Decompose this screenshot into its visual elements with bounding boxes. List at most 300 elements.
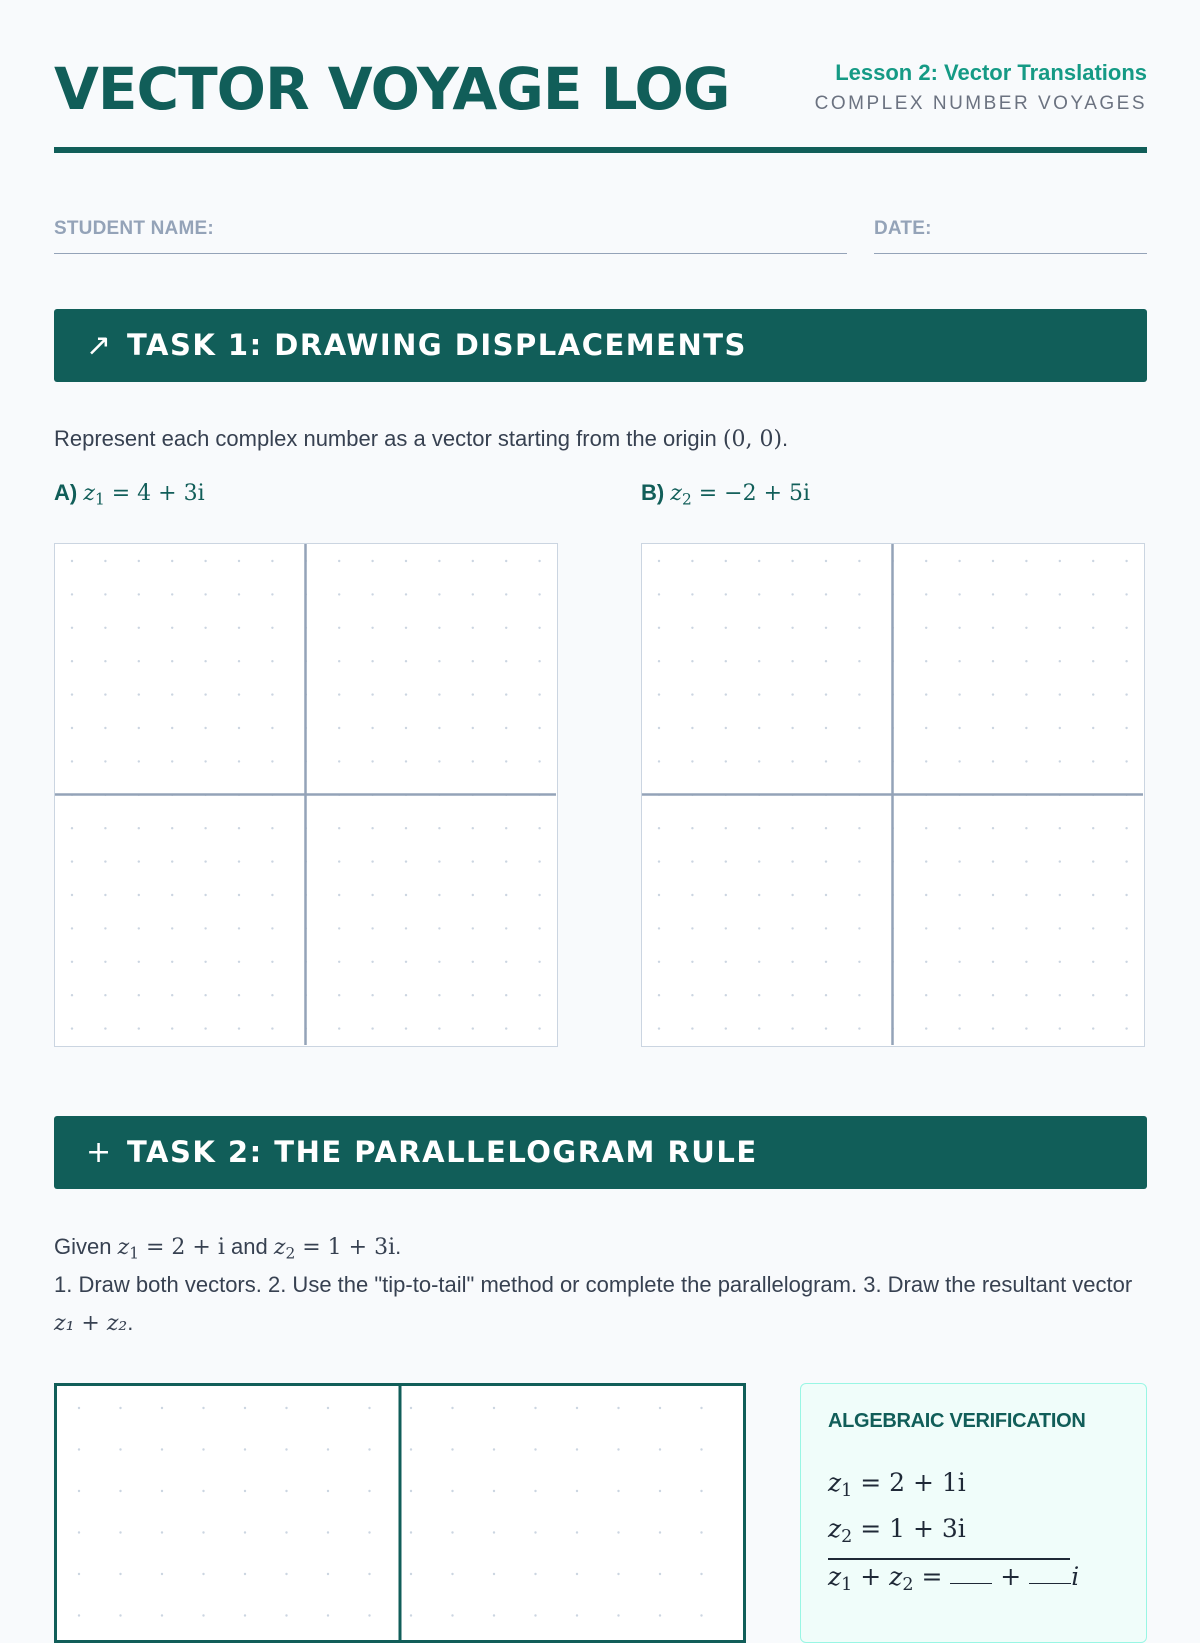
grid-dot bbox=[138, 760, 140, 762]
grid-dot bbox=[438, 627, 440, 629]
grid-dot bbox=[78, 1407, 80, 1409]
grid-dot bbox=[992, 894, 994, 896]
grid-dot bbox=[658, 593, 660, 595]
grid-dot bbox=[438, 593, 440, 595]
grid-dot bbox=[238, 961, 240, 963]
grid-dot bbox=[1025, 1027, 1027, 1029]
grid-dot bbox=[472, 1027, 474, 1029]
grid-dot bbox=[505, 1027, 507, 1029]
grid-dot bbox=[691, 560, 693, 562]
grid-dot bbox=[538, 560, 540, 562]
grid-dot bbox=[171, 827, 173, 829]
grid-dot bbox=[505, 693, 507, 695]
grid-dot bbox=[1025, 961, 1027, 963]
grid-dot bbox=[725, 660, 727, 662]
grid-dot bbox=[271, 1027, 273, 1029]
grid-dot bbox=[171, 927, 173, 929]
grid-dot bbox=[700, 1448, 702, 1450]
grid-dot bbox=[438, 894, 440, 896]
grid-dot bbox=[244, 1573, 246, 1575]
grid-dot bbox=[171, 994, 173, 996]
grid-dot bbox=[271, 994, 273, 996]
grid-dot bbox=[238, 860, 240, 862]
grid-dot bbox=[71, 627, 73, 629]
grid-dot bbox=[138, 593, 140, 595]
grid-dot bbox=[1059, 627, 1061, 629]
grid-dot bbox=[958, 693, 960, 695]
complex-plane-grid-b[interactable] bbox=[641, 543, 1145, 1047]
problem-b-expr: = −2 + 5i bbox=[698, 481, 811, 506]
grid-dot bbox=[1025, 827, 1027, 829]
grid-dot bbox=[925, 627, 927, 629]
problem-a-expr: = 4 + 3i bbox=[111, 481, 205, 506]
grid-dot bbox=[538, 760, 540, 762]
grid-dot bbox=[271, 627, 273, 629]
grid-dot bbox=[161, 1490, 163, 1492]
given-z2: = 1 + 3i bbox=[302, 1235, 396, 1260]
given-z1: = 2 + i bbox=[146, 1235, 225, 1260]
grid-dot bbox=[327, 1490, 329, 1492]
grid-dot bbox=[825, 760, 827, 762]
grid-dot bbox=[758, 894, 760, 896]
grid-dot bbox=[371, 627, 373, 629]
grid-dot bbox=[451, 1531, 453, 1533]
real-part-blank[interactable] bbox=[950, 1582, 992, 1584]
grid-dot bbox=[472, 727, 474, 729]
grid-dot bbox=[658, 760, 660, 762]
grid-dot bbox=[791, 593, 793, 595]
grid-dot bbox=[104, 994, 106, 996]
grid-dot bbox=[204, 994, 206, 996]
grid-dot bbox=[405, 1027, 407, 1029]
date-label: DATE: bbox=[874, 218, 932, 239]
grid-dot bbox=[791, 1027, 793, 1029]
grid-dot bbox=[858, 560, 860, 562]
grid-dot bbox=[538, 727, 540, 729]
grid-dot bbox=[505, 727, 507, 729]
grid-dot bbox=[368, 1407, 370, 1409]
grid-dot bbox=[1059, 927, 1061, 929]
grid-dot bbox=[285, 1573, 287, 1575]
grid-dot bbox=[858, 994, 860, 996]
grid-dot bbox=[338, 994, 340, 996]
grid-dot bbox=[202, 1531, 204, 1533]
grid-dot bbox=[371, 1027, 373, 1029]
grid-dot bbox=[658, 627, 660, 629]
grid-dot bbox=[576, 1448, 578, 1450]
grid-dot bbox=[202, 1448, 204, 1450]
grid-dot bbox=[992, 927, 994, 929]
complex-plane-grid-a[interactable] bbox=[54, 543, 558, 1047]
grid-dot bbox=[658, 1027, 660, 1029]
grid-dot bbox=[119, 1407, 121, 1409]
grid-dot bbox=[505, 927, 507, 929]
grid-dot bbox=[71, 1027, 73, 1029]
grid-dot bbox=[534, 1407, 536, 1409]
grid-dot bbox=[78, 1531, 80, 1533]
given-prefix: Given bbox=[54, 1234, 112, 1259]
grid-dot bbox=[791, 727, 793, 729]
grid-dot bbox=[438, 727, 440, 729]
grid-dot bbox=[791, 693, 793, 695]
grid-dot bbox=[204, 827, 206, 829]
sum-plus: + bbox=[1000, 1562, 1022, 1591]
grid-dot bbox=[825, 961, 827, 963]
grid-dot bbox=[368, 1448, 370, 1450]
task1-title: TASK 1: DRAWING DISPLACEMENTS bbox=[127, 328, 747, 362]
grid-dot bbox=[658, 894, 660, 896]
grid-dot bbox=[171, 593, 173, 595]
student-name-input[interactable] bbox=[234, 214, 838, 252]
grid-dot bbox=[505, 994, 507, 996]
grid-dot bbox=[171, 860, 173, 862]
grid-dot bbox=[691, 961, 693, 963]
sum-i: i bbox=[1071, 1562, 1080, 1591]
grid-dot bbox=[1059, 860, 1061, 862]
grid-dot bbox=[725, 727, 727, 729]
grid-dot bbox=[925, 593, 927, 595]
grid-dot bbox=[171, 660, 173, 662]
grid-dot bbox=[958, 994, 960, 996]
grid-dot bbox=[858, 827, 860, 829]
grid-dot bbox=[138, 961, 140, 963]
grid-dot bbox=[1059, 660, 1061, 662]
grid-dot bbox=[204, 560, 206, 562]
grid-dot bbox=[202, 1573, 204, 1575]
grid-dot bbox=[700, 1573, 702, 1575]
grid-dot bbox=[119, 1614, 121, 1616]
grid-dot bbox=[171, 1027, 173, 1029]
grid-dot bbox=[1125, 727, 1127, 729]
grid-dot bbox=[925, 827, 927, 829]
grid-dot bbox=[371, 660, 373, 662]
grid-dot bbox=[138, 860, 140, 862]
grid-dot bbox=[505, 827, 507, 829]
grid-dot bbox=[493, 1614, 495, 1616]
grid-dot bbox=[1059, 961, 1061, 963]
grid-dot bbox=[1059, 1027, 1061, 1029]
grid-dot bbox=[438, 961, 440, 963]
grid-dot bbox=[238, 593, 240, 595]
grid-dot bbox=[472, 660, 474, 662]
grid-dot bbox=[104, 927, 106, 929]
verify-line-1-expr: = 2 + 1i bbox=[860, 1468, 966, 1497]
grid-dot bbox=[725, 961, 727, 963]
grid-dot bbox=[791, 894, 793, 896]
grid-dot bbox=[958, 1027, 960, 1029]
grid-dot bbox=[161, 1614, 163, 1616]
grid-dot bbox=[958, 927, 960, 929]
grid-dot bbox=[1125, 994, 1127, 996]
grid-dot bbox=[451, 1407, 453, 1409]
grid-dot bbox=[791, 627, 793, 629]
grid-dot bbox=[505, 593, 507, 595]
grid-dot bbox=[1125, 860, 1127, 862]
problem-b-sub: 2 bbox=[681, 490, 692, 509]
grid-dot bbox=[858, 727, 860, 729]
grid-dot bbox=[202, 1490, 204, 1492]
grid-dot bbox=[405, 593, 407, 595]
grid-dot bbox=[493, 1490, 495, 1492]
grid-dot bbox=[534, 1490, 536, 1492]
grid-dot bbox=[71, 660, 73, 662]
grid-dot bbox=[438, 927, 440, 929]
grid-dot bbox=[700, 1531, 702, 1533]
grid-dot bbox=[691, 1027, 693, 1029]
grid-dot bbox=[338, 627, 340, 629]
grid-dot bbox=[451, 1614, 453, 1616]
grid-dot bbox=[576, 1573, 578, 1575]
grid-dot bbox=[1125, 1027, 1127, 1029]
grid-dot bbox=[505, 894, 507, 896]
grid-dot bbox=[1092, 894, 1094, 896]
grid-dot bbox=[1125, 760, 1127, 762]
grid-dot bbox=[285, 1531, 287, 1533]
problem-a-sub: 1 bbox=[94, 490, 105, 509]
grid-dot bbox=[1059, 827, 1061, 829]
grid-dot bbox=[327, 1407, 329, 1409]
grid-dot bbox=[1125, 693, 1127, 695]
grid-dot bbox=[858, 693, 860, 695]
lesson-subtitle: COMPLEX NUMBER VOYAGES bbox=[814, 93, 1147, 114]
grid-dot bbox=[438, 693, 440, 695]
grid-dot bbox=[958, 627, 960, 629]
grid-dot bbox=[958, 593, 960, 595]
grid-dot bbox=[1125, 894, 1127, 896]
grid-dot bbox=[138, 1027, 140, 1029]
problem-b-label bbox=[641, 480, 810, 508]
grid-dot bbox=[338, 593, 340, 595]
grid-dot bbox=[104, 1027, 106, 1029]
grid-dot bbox=[271, 560, 273, 562]
grid-dot bbox=[725, 827, 727, 829]
grid-dot bbox=[204, 593, 206, 595]
task2-banner bbox=[54, 1116, 1147, 1189]
grid-dot bbox=[438, 860, 440, 862]
grid-dot bbox=[505, 860, 507, 862]
grid-dot bbox=[271, 927, 273, 929]
worksheet-title: VECTOR VOYAGE LOG bbox=[54, 55, 730, 123]
grid-dot bbox=[791, 994, 793, 996]
grid-dot bbox=[78, 1573, 80, 1575]
grid-dot bbox=[725, 894, 727, 896]
grid-dot bbox=[1059, 894, 1061, 896]
grid-dot bbox=[758, 927, 760, 929]
grid-dot bbox=[161, 1531, 163, 1533]
grid-dot bbox=[825, 560, 827, 562]
verify-line-1: $z_1 = 2 + 1i$ bbox=[828, 1468, 966, 1501]
grid-dot bbox=[958, 760, 960, 762]
grid-dot bbox=[858, 961, 860, 963]
grid-dot bbox=[71, 994, 73, 996]
grid-dot bbox=[538, 860, 540, 862]
grid-dot bbox=[1092, 760, 1094, 762]
imag-part-blank[interactable] bbox=[1029, 1582, 1071, 1584]
instruction-period: . bbox=[782, 426, 789, 451]
grid-dot bbox=[858, 627, 860, 629]
header-divider bbox=[54, 147, 1147, 153]
problem-b-letter: B) bbox=[641, 480, 665, 505]
grid-dot bbox=[505, 961, 507, 963]
grid-dot bbox=[78, 1614, 80, 1616]
sum-plus-lhs: + bbox=[860, 1562, 882, 1591]
grid-dot bbox=[1025, 894, 1027, 896]
task2-given: Given $z_1 = 2 + i$ and $z_2 = 1 + 3i$. bbox=[54, 1234, 402, 1263]
grid-dot bbox=[658, 961, 660, 963]
grid-dot bbox=[493, 1407, 495, 1409]
grid-dot bbox=[405, 961, 407, 963]
grid-dot bbox=[171, 894, 173, 896]
task2-steps-text: 1. Draw both vectors. 2. Use the "tip-to-tail" method or complete the parallelogram. 3. Draw the resultant vector bbox=[54, 1272, 1133, 1297]
grid-dot bbox=[658, 693, 660, 695]
grid-dot bbox=[405, 760, 407, 762]
grid-dot bbox=[691, 727, 693, 729]
grid-dot bbox=[617, 1614, 619, 1616]
grid-dot bbox=[244, 1614, 246, 1616]
grid-dot bbox=[238, 927, 240, 929]
origin-value: (0, 0) bbox=[722, 427, 783, 452]
grid-dot bbox=[725, 560, 727, 562]
grid-dot bbox=[238, 660, 240, 662]
grid-dot bbox=[958, 560, 960, 562]
grid-dot bbox=[285, 1614, 287, 1616]
grid-dot bbox=[338, 961, 340, 963]
grid-dot bbox=[617, 1531, 619, 1533]
grid-dot bbox=[505, 760, 507, 762]
grid-dot bbox=[238, 827, 240, 829]
date-field[interactable] bbox=[874, 214, 1147, 254]
grid-dot bbox=[338, 1027, 340, 1029]
grid-dot bbox=[104, 860, 106, 862]
grid-dot bbox=[534, 1448, 536, 1450]
grid-dot bbox=[725, 1027, 727, 1029]
grid-dot bbox=[204, 727, 206, 729]
task2-steps: 1. Draw both vectors. 2. Use the "tip-to-tail" method or complete the parallelogram. 3. Draw the resultant vector z₁ + z₂. bbox=[54, 1272, 1133, 1336]
student-name-field[interactable] bbox=[54, 214, 847, 254]
date-input[interactable] bbox=[944, 214, 1148, 252]
grid-dot bbox=[71, 827, 73, 829]
grid-dot bbox=[285, 1448, 287, 1450]
grid-dot bbox=[858, 1027, 860, 1029]
grid-dot bbox=[71, 894, 73, 896]
grid-dot bbox=[161, 1448, 163, 1450]
grid-dot bbox=[104, 560, 106, 562]
grid-dot bbox=[925, 760, 927, 762]
grid-dot bbox=[825, 1027, 827, 1029]
task1-instruction-text: Represent each complex number as a vector starting from the origin bbox=[54, 426, 717, 451]
grid-dot bbox=[327, 1573, 329, 1575]
grid-dot bbox=[659, 1573, 661, 1575]
grid-dot bbox=[925, 1027, 927, 1029]
grid-dot bbox=[725, 927, 727, 929]
grid-dot bbox=[858, 894, 860, 896]
grid-dot bbox=[161, 1407, 163, 1409]
grid-dot bbox=[161, 1573, 163, 1575]
grid-dot bbox=[925, 727, 927, 729]
grid-dot bbox=[858, 593, 860, 595]
grid-dot bbox=[405, 927, 407, 929]
grid-dot bbox=[538, 693, 540, 695]
verify-sum-line[interactable]: $z_1 + z_2$ = + i bbox=[828, 1562, 1080, 1595]
grid-dot bbox=[659, 1407, 661, 1409]
grid-dot bbox=[138, 827, 140, 829]
grid-dot bbox=[405, 627, 407, 629]
grid-dot bbox=[1025, 927, 1027, 929]
grid-dot bbox=[71, 927, 73, 929]
verification-title: ALGEBRAIC VERIFICATION bbox=[828, 1410, 1086, 1432]
grid-dot bbox=[104, 727, 106, 729]
grid-dot bbox=[78, 1490, 80, 1492]
grid-dot bbox=[472, 994, 474, 996]
grid-dot bbox=[202, 1407, 204, 1409]
grid-dot bbox=[371, 727, 373, 729]
grid-dot bbox=[238, 994, 240, 996]
grid-dot bbox=[472, 894, 474, 896]
grid-dot bbox=[338, 660, 340, 662]
grid-dot bbox=[171, 760, 173, 762]
grid-dot bbox=[576, 1614, 578, 1616]
grid-dot bbox=[700, 1614, 702, 1616]
grid-dot bbox=[104, 894, 106, 896]
grid-dot bbox=[825, 593, 827, 595]
grid-dot bbox=[576, 1531, 578, 1533]
given-and: and bbox=[231, 1234, 268, 1259]
grid-dot bbox=[405, 560, 407, 562]
grid-dot bbox=[538, 627, 540, 629]
grid-dot bbox=[1092, 560, 1094, 562]
grid-dot bbox=[992, 660, 994, 662]
parallelogram-grid[interactable] bbox=[54, 1383, 746, 1643]
grid-dot bbox=[271, 860, 273, 862]
grid-dot bbox=[825, 693, 827, 695]
grid-dot bbox=[104, 961, 106, 963]
grid-dot bbox=[858, 760, 860, 762]
grid-dot bbox=[1025, 693, 1027, 695]
grid-dot bbox=[472, 827, 474, 829]
grid-dot bbox=[691, 760, 693, 762]
grid-dot bbox=[104, 827, 106, 829]
grid-dot bbox=[371, 927, 373, 929]
grid-dot bbox=[534, 1614, 536, 1616]
grid-dot bbox=[238, 627, 240, 629]
grid-dot bbox=[992, 693, 994, 695]
grid-dot bbox=[285, 1407, 287, 1409]
grid-dot bbox=[538, 593, 540, 595]
grid-dot bbox=[992, 994, 994, 996]
grid-dot bbox=[925, 961, 927, 963]
grid-dot bbox=[1092, 927, 1094, 929]
grid-dot bbox=[505, 660, 507, 662]
grid-dot bbox=[472, 693, 474, 695]
worksheet-header bbox=[54, 50, 1147, 123]
grid-dot bbox=[327, 1531, 329, 1533]
grid-dot bbox=[617, 1448, 619, 1450]
grid-dot bbox=[825, 660, 827, 662]
grid-dot bbox=[825, 627, 827, 629]
grid-dot bbox=[992, 827, 994, 829]
grid-dot bbox=[825, 994, 827, 996]
grid-dot bbox=[538, 927, 540, 929]
grid-dot bbox=[534, 1573, 536, 1575]
grid-dot bbox=[204, 1027, 206, 1029]
grid-dot bbox=[725, 760, 727, 762]
grid-dot bbox=[1059, 727, 1061, 729]
grid-dot bbox=[958, 827, 960, 829]
grid-dot bbox=[119, 1448, 121, 1450]
grid-dot bbox=[925, 693, 927, 695]
grid-dot bbox=[405, 827, 407, 829]
grid-dot bbox=[327, 1614, 329, 1616]
